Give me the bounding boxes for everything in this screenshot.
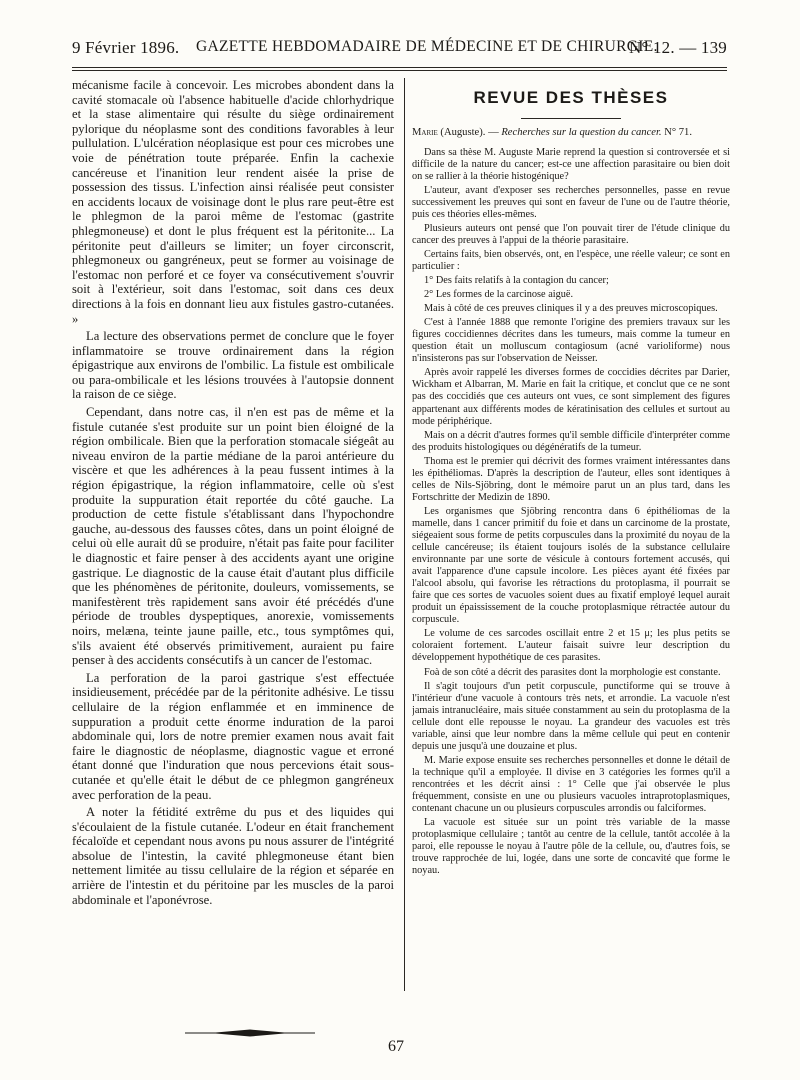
citation-title: Recherches sur la question du cancer.: [501, 127, 662, 138]
review-paragraph: Mais à côté de ces preuves cliniques il y a des preuves microscopiques.: [424, 303, 718, 315]
review-paragraph: Les organismes que Sjöbring rencontra dans 6 épithéliomas de la mamelle, dans 1 cancer primitif du foie et dans un carcinome de la prostate, siégeaient sous forme de petits corpuscules dans la proximité du noyau de la cellule cancéreuse; ils étaient toujours isolés de la substance cellulaire environnante par une sorte de vésicule à contours fortement accusés, qui avait l'apparence d'une capsule incolore. Les pièces ayant été fixées par l'alcool absolu, qui favorise les rétractions du protoplasma, il pourrait se faire que ces sortes de vacuoles soient dues au fixatif employé lequel aurait produit un épaississement de la couche protoplasmique rétractée autour du corpuscule.: [412, 505, 730, 626]
left-paragraph: A noter la fétidité extrême du pus et des liquides qui s'écoulaient de la fistule cutanée. L'odeur en était franchement fécaloïde et cependant nous avons pu nous assurer de l'intégrité absolue de l'intestin, la cavité phlegmoneuse étant bien nettement limitée au tissu cellulaire de la région et séparée en arrière de l'intestin et du péritoine par les muscles de la paroi abdominale et l'aponévrose.: [72, 805, 394, 907]
left-paragraph: La perforation de la paroi gastrique s'est effectuée insidieusement, précédée par de la péritonite adhésive. Le tissu cellulaire de la région enflammée et en imminence de suppuration a produit cette énorme induration de la paroi abdominale qui, lors de notre premier examen nous avait fait faire le diagnostic de néoplasme, diagnostic vague et erroné étant donné que l'induration que nous percevions était sous-cutanée et qu'elle était le début de ce phlegmon gangréneux avec perforation de la peau.: [72, 670, 394, 802]
review-paragraph: Après avoir rappelé les diverses formes de coccidies décrites par Darier, Wickham et Albarran, M. Marie en fait la critique, et conclut que ce ne sont pas des coccidiés que ces auteurs ont vues, ce sont simplement des figures appartenant aux différents modes de kératinisation des cellules et surtout au mode périphérique.: [412, 367, 730, 427]
section-title: REVUE DES THÈSES: [473, 88, 669, 107]
end-ornament: [185, 1027, 315, 1039]
header-rule: [72, 67, 727, 71]
review-body: [412, 147, 730, 878]
title-rule: [521, 118, 621, 119]
review-paragraph: C'est à l'année 1888 que remonte l'origine des premiers travaux sur les figures coccidiennes décrites dans les tumeurs, mais comme la tumeur en question était un molluscum contagiosum (acné varioliforme) nous n'insisterons pas sur l'observation de Neisser.: [412, 317, 730, 365]
issue-date: 9 Février 1896.: [72, 38, 180, 57]
review-paragraph: La vacuole est située sur un point très variable de la masse protoplasmique cellulaire ; tantôt au centre de la cellule, tantôt accolée à la paroi, elle repousse le noyau à l'autre pôle de la cellule, ou, d'autres fois, se trouve rapprochée de lui, logée, dans une sorte de concavité que forme le noyau.: [412, 817, 730, 877]
citation-author: Marie: [412, 127, 438, 138]
review-paragraph: 1° Des faits relatifs à la contagion du cancer;: [424, 275, 609, 287]
issue-number: N° 12. — 139: [629, 38, 727, 57]
review-paragraph: Dans sa thèse M. Auguste Marie reprend la question si controversée et si difficile de la nature du cancer; est-ce une affection parasitaire ou bien doit on se rallier à la théorie histogénique?: [412, 146, 730, 182]
left-paragraph: La lecture des observations permet de conclure que le foyer inflammatoire se trouve ordinairement dans la région épigastrique aux environs de l'ombilic. La fistule est ombilicale ou para-ombilicale et les lésions trouvées à l'autopsie donnent la raison de ce siège.: [72, 329, 394, 402]
review-paragraph: Il s'agit toujours d'un petit corpuscule, punctiforme qui se trouve à l'intérieur d'une vacuole à contours très nets, et arrondie. La vacuole n'est jamais intranucléaire, mais située constamment au sein du protoplasma de la cellule dont elle repousse le noyau. La grandeur des vacuoles est très variable, ainsi que leur nombre dans la même cellule qui peut en contenir depuis une jusqu'à une douzaine et plus.: [412, 680, 730, 752]
review-paragraph: Plusieurs auteurs ont pensé que l'on pouvait tirer de l'étude clinique du cancer des preuves à l'appui de la théorie parasitaire.: [412, 222, 730, 246]
right-column: [412, 78, 730, 1000]
citation-number: N° 71.: [661, 127, 693, 138]
review-paragraph: L'auteur, avant d'exposer ses recherches personnelles, passe en revue successivement les preuves qui sont en faveur de l'une ou de l'autre théorie, puis ces théories elles-mêmes.: [412, 184, 730, 220]
page-number: 67: [388, 1038, 404, 1055]
column-divider: [404, 78, 405, 991]
review-paragraph: 2° Les formes de la carcinose aiguë.: [424, 289, 574, 301]
left-paragraph: Cependant, dans notre cas, il n'en est pas de même et la fistule cutanée s'est produite sur un point bien éloigné de la région ombilicale. Bien que la perforation stomacale siégeât au niveau environ de la partie médiane de la paroi antérieure du viscère et que les adhérences à la peau fussent intimes à la région épigastrique, la région inflammatoire, celle où s'est produite la suppuration était reportée du côté gauche. La production de cette fistule s'établissant dans l'hypochondre gauche, au-dessous des fausses côtes, dans un point éloigné de celui où elle aurait dû se produire, n'était pas faite pour faciliter le diagnostic et faire penser à des accidents ayant une origine gastrique. Le diagnostic de la cause était d'autant plus difficile que les phénomènes de péritonite, douleurs, vomissements, se manifestèrent très rapidement sans avoir été précédés d'une période de troubles dyspeptiques, anorexie, vomissements noirs, melæna, teinte jaune paille, etc., tous symptômes qui, s'ils avaient été observés primitivement, auraient pu faire penser à des accidents consécutifs à un cancer de l'estomac.: [72, 405, 394, 668]
left-paragraph: mécanisme facile à concevoir. Les microbes abondent dans la cavité stomacale où l'absence habituelle d'acide chlorhydrique et la stase alimentaire qui résulte du siège ordinairement pylorique du néoplasme sont des conditions favorables à leur pullulation. L'ulcération néoplasique est pour ces microbes une voie de pénétration toute préparée. Enfin la cachexie cancéreuse et l'inanition leur rendent aisée la prise de possession des tissus. L'infection ainsi réalisée peut consister en accidents locaux de voisinage dont le plus rare peut-être est le phlegmon de la paroi même de l'estomac (gastrite phlegmoneuse) et dont le plus fréquent est la péritonite... La péritonite peut d'ailleurs se limiter; un foyer circonscrit, phlegmoneux ou gangréneux, peut se former au voisinage de l'estomac non perforé et ce foyer va consécutivement s'ouvrir soit à l'extérieur, soit dans l'estomac, soit dans ces deux directions à la fois en donnant lieu aux fistules gastro-cutanées. »: [72, 78, 394, 326]
left-column: [72, 78, 394, 908]
review-paragraph: Thoma est le premier qui décrivit des formes vraiment intéressantes dans les épithéliomas. D'après la description de l'auteur, elles sont identiques à celles de Nils-Sjöbring, dont le mémoire parut un an plus tard, dans les Fortschritte der Medizin de 1890.: [412, 455, 730, 503]
running-header: [72, 38, 727, 64]
review-paragraph: Le volume de ces sarcodes oscillait entre 2 et 15 μ; les plus petits se coloraient fortement. L'auteur faisait suivre leur description du développement hypothétique de ces parasites.: [412, 628, 730, 664]
review-paragraph: Certains faits, bien observés, ont, en l'espèce, une réelle valeur; ce sont en particulier :: [412, 248, 730, 273]
journal-title: GAZETTE HEBDOMADAIRE DE MÉDECINE ET DE CHIRURGIE.: [196, 38, 658, 55]
review-paragraph: Mais on a décrit d'autres formes qu'il semble difficile d'interpréter comme des produits histologiques ou dégénératifs de la tumeur.: [412, 429, 730, 453]
citation-rest: (Auguste). —: [437, 127, 502, 138]
review-paragraph: Foà de son côté a décrit des parasites dont la morphologie est constante.: [424, 666, 721, 678]
thesis-citation: [412, 127, 730, 140]
review-paragraph: M. Marie expose ensuite ses recherches personnelles et donne le détail de la technique qu'il a employée. Il divise en 3 catégories les formes qu'il a rencontrées et les décrit ainsi : 1° Celle que j'ai observée le plus fréquemment, consiste en une ou plusieurs vacuoles intraprotoplasmiques, contenant chacune un ou plusieurs corpuscules arrondis ou falciformes.: [412, 754, 730, 815]
